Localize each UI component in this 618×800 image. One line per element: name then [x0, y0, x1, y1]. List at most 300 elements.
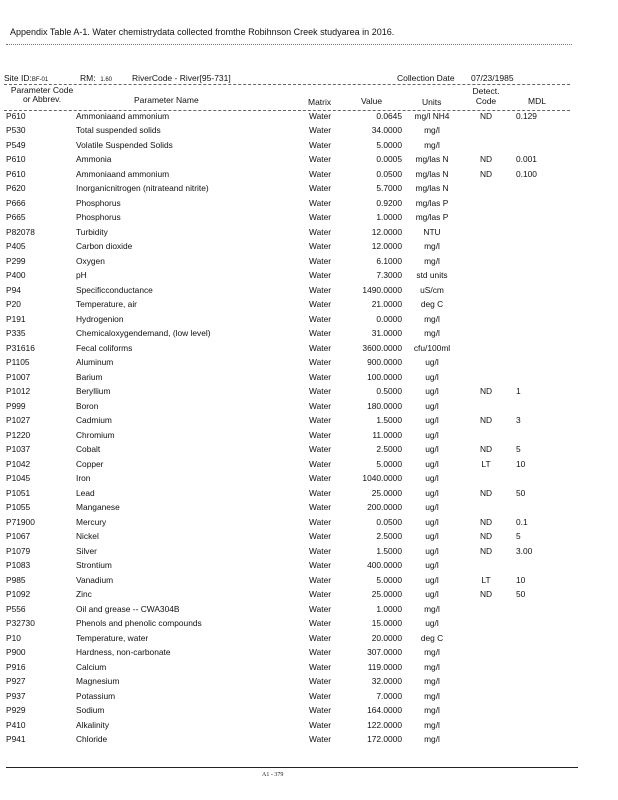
matrix-cell: Water	[309, 183, 332, 193]
detect-code-cell: ND	[479, 444, 493, 454]
value-cell: 5.0000	[376, 574, 402, 585]
value-cell: 12.0000	[371, 241, 402, 251]
matrix-cell: Water	[309, 299, 332, 309]
matrix-cell: Water	[309, 589, 332, 599]
param-name-cell: Hardness, non-carbonate	[76, 647, 171, 657]
value-cell: 100.0000	[367, 371, 402, 382]
table-row	[0, 705, 618, 719]
matrix-cell: Water	[309, 618, 332, 628]
units-cell: ug/l	[425, 487, 439, 498]
param-code-cell: P10	[6, 632, 21, 643]
param-code-cell: P610	[6, 110, 26, 121]
param-name-cell: Magnesium	[76, 676, 120, 686]
units-cell: ug/l	[425, 429, 439, 440]
matrix-cell: Water	[309, 444, 332, 454]
param-name-cell: Beryllium	[76, 386, 111, 396]
table-row	[0, 299, 618, 313]
table-row	[0, 488, 618, 502]
units-cell: ug/l	[425, 400, 439, 411]
matrix-cell: Water	[309, 632, 332, 643]
matrix-cell: Water	[309, 719, 332, 730]
param-name-cell: Chromium	[76, 429, 115, 440]
matrix-cell: Water	[309, 371, 332, 382]
param-code-cell: P530	[6, 125, 26, 135]
value-header: Value	[361, 96, 383, 106]
value-cell: 1.5000	[376, 415, 402, 425]
param-name-header: Parameter Name	[134, 95, 199, 105]
mdl-cell: 0.1	[516, 516, 528, 527]
table-row	[0, 589, 618, 603]
value-cell: 21.0000	[371, 299, 402, 309]
units-cell: mg/l	[424, 690, 440, 701]
param-name-cell: Specificconductance	[76, 284, 153, 295]
value-cell: 1490.0000	[362, 284, 402, 295]
units-cell: mg/l	[424, 241, 440, 251]
param-name-cell: Inorganicnitrogen (nitrateand nitrite)	[76, 183, 209, 193]
matrix-cell: Water	[309, 458, 332, 469]
param-code-cell: P1092	[6, 589, 31, 599]
mdl-cell: 0.001	[516, 154, 537, 164]
param-name-cell: Calcium	[76, 661, 107, 672]
param-code-cell: P335	[6, 328, 26, 338]
param-name-cell: Cadmium	[76, 415, 112, 425]
units-cell: mg/l	[424, 139, 440, 150]
units-cell: ug/l	[425, 589, 439, 599]
param-code-cell: P985	[6, 574, 26, 585]
table-row	[0, 444, 618, 458]
param-name-cell: Copper	[76, 458, 104, 469]
mdl-cell: 0.100	[516, 168, 537, 179]
table-row	[0, 676, 618, 690]
units-cell: uS/cm	[420, 284, 444, 295]
table-row	[0, 720, 618, 734]
detect-header-line2: Code	[475, 96, 497, 106]
matrix-cell: Water	[309, 676, 332, 686]
matrix-cell: Water	[309, 125, 332, 135]
matrix-cell: Water	[309, 690, 332, 701]
rm-value: 1.60	[100, 77, 113, 83]
value-cell: 0.0005	[376, 154, 402, 164]
param-name-cell: Nickel	[76, 531, 99, 541]
param-code-cell: P1051	[6, 487, 31, 498]
matrix-cell: Water	[309, 226, 332, 237]
param-code-cell: P610	[6, 154, 26, 164]
value-cell: 119.0000	[367, 661, 402, 672]
value-cell: 3600.0000	[362, 342, 402, 353]
table-row	[0, 328, 618, 342]
param-code-cell: P929	[6, 705, 26, 715]
value-cell: 34.0000	[371, 125, 402, 135]
param-name-cell: Chloride	[76, 734, 108, 744]
units-cell: mg/l	[424, 676, 440, 686]
mdl-cell: 5	[516, 531, 521, 541]
param-code-cell: P400	[6, 270, 26, 280]
value-cell: 2.5000	[376, 531, 402, 541]
detect-code-cell: LT	[481, 574, 491, 585]
param-code-cell: P1055	[6, 502, 31, 512]
table-row	[0, 227, 618, 241]
param-code-cell: P1007	[6, 371, 31, 382]
table-row	[0, 401, 618, 415]
table-row	[0, 270, 618, 284]
units-cell: mg/las P	[415, 197, 449, 208]
param-name-cell: Volatile Suspended Solids	[76, 139, 173, 150]
table-row	[0, 140, 618, 154]
value-cell: 1040.0000	[362, 473, 402, 483]
param-name-cell: Phosphorus	[76, 212, 121, 222]
matrix-cell: Water	[309, 284, 332, 295]
detect-code-cell: ND	[479, 168, 493, 179]
param-name-cell: Oil and grease -- CWA304B	[76, 603, 180, 614]
table-row	[0, 618, 618, 632]
matrix-cell: Water	[309, 255, 332, 266]
units-cell: deg C	[420, 632, 444, 643]
units-cell: mg/las P	[415, 212, 449, 222]
param-code-cell: P927	[6, 676, 26, 686]
param-name-cell: Sodium	[76, 705, 105, 715]
param-code-cell: P1045	[6, 473, 31, 483]
matrix-cell: Water	[309, 545, 332, 556]
value-cell: 5.7000	[376, 183, 402, 193]
value-cell: 0.0645	[376, 110, 402, 121]
table-row	[0, 633, 618, 647]
value-cell: 164.0000	[367, 705, 402, 715]
param-name-cell: Ammoniaand ammonium	[76, 168, 170, 179]
matrix-header: Matrix	[308, 97, 332, 107]
param-code-cell: P20	[6, 299, 21, 309]
value-cell: 31.0000	[371, 328, 402, 338]
mdl-cell: 5	[516, 444, 521, 454]
param-code-cell: P1079	[6, 545, 31, 556]
param-code-cell: P620	[6, 183, 26, 193]
value-cell: 0.0500	[376, 168, 402, 179]
table-row	[0, 647, 618, 661]
table-row	[0, 502, 618, 516]
units-cell: mg/l	[424, 125, 440, 135]
table-row	[0, 125, 618, 139]
matrix-cell: Water	[309, 212, 332, 222]
detect-code-cell: ND	[479, 487, 493, 498]
units-cell: mg/l	[424, 734, 440, 744]
value-cell: 2.5000	[376, 444, 402, 454]
mdl-cell: 10	[516, 458, 526, 469]
units-cell: ug/l	[425, 473, 439, 483]
matrix-cell: Water	[309, 197, 332, 208]
param-code-cell: P1027	[6, 415, 31, 425]
value-cell: 1.0000	[376, 212, 402, 222]
matrix-cell: Water	[309, 647, 332, 657]
detect-code-cell: ND	[479, 531, 493, 541]
site-id-value: BF-01	[31, 77, 49, 83]
units-cell: deg C	[420, 299, 444, 309]
param-code-cell: P556	[6, 603, 26, 614]
value-cell: 25.0000	[371, 487, 402, 498]
value-cell: 11.0000	[372, 429, 402, 440]
table-row	[0, 241, 618, 255]
units-cell: cfu/100ml	[413, 342, 451, 353]
param-code-cell: P937	[6, 690, 26, 701]
river-code: RiverCode - River[95-731]	[132, 73, 231, 83]
detect-code-cell: ND	[479, 589, 493, 599]
param-code-cell: P666	[6, 197, 26, 208]
mdl-cell: 50	[516, 589, 526, 599]
collection-date-label: Collection Date	[397, 73, 455, 83]
units-cell: mg/l	[424, 647, 440, 657]
matrix-cell: Water	[309, 574, 332, 585]
param-name-cell: Ammoniaand ammonium	[76, 110, 170, 121]
value-cell: 900.0000	[367, 357, 402, 367]
matrix-cell: Water	[309, 415, 332, 425]
param-code-header	[6, 86, 78, 104]
table-row	[0, 734, 618, 748]
param-name-cell: Boron	[76, 400, 99, 411]
param-code-cell: P665	[6, 212, 26, 222]
units-cell: mg/l NH4	[414, 110, 450, 121]
mdl-header: MDL	[528, 96, 546, 106]
param-name-cell: Chemicaloxygendemand, (low level)	[76, 328, 211, 338]
matrix-cell: Water	[309, 473, 332, 483]
table-row	[0, 343, 618, 357]
value-cell: 25.0000	[371, 589, 402, 599]
param-name-cell: Manganese	[76, 502, 120, 512]
matrix-cell: Water	[309, 661, 332, 672]
value-cell: 15.0000	[371, 618, 402, 628]
table-row	[0, 183, 618, 197]
table-row	[0, 314, 618, 328]
table-row	[0, 560, 618, 574]
title-divider	[6, 44, 572, 45]
param-code-cell: P405	[6, 241, 26, 251]
value-cell: 0.9200	[376, 197, 402, 208]
rm-label: RM:	[80, 73, 96, 83]
matrix-cell: Water	[309, 531, 332, 541]
matrix-cell: Water	[309, 560, 332, 570]
param-name-cell: Total suspended solids	[76, 125, 161, 135]
matrix-cell: Water	[309, 139, 332, 150]
units-cell: mg/l	[424, 661, 440, 672]
units-cell: ug/l	[425, 415, 439, 425]
table-row	[0, 212, 618, 226]
param-name-cell: Phosphorus	[76, 197, 121, 208]
units-cell: mg/l	[424, 719, 440, 730]
param-code-cell: P916	[6, 661, 26, 672]
value-cell: 12.0000	[371, 226, 402, 237]
param-name-cell: Hydrogenion	[76, 313, 124, 324]
matrix-cell: Water	[309, 516, 332, 527]
matrix-cell: Water	[309, 241, 332, 251]
units-cell: mg/l	[424, 313, 440, 324]
param-code-cell: P31616	[6, 342, 35, 353]
mdl-cell: 50	[516, 487, 526, 498]
table-row	[0, 154, 618, 168]
matrix-cell: Water	[309, 168, 332, 179]
value-cell: 32.0000	[371, 676, 402, 686]
table-row	[0, 285, 618, 299]
units-cell: ug/l	[425, 444, 439, 454]
param-name-cell: Strontium	[76, 560, 112, 570]
matrix-cell: Water	[309, 502, 332, 512]
units-cell: mg/l	[424, 603, 440, 614]
param-code-cell: P191	[6, 313, 26, 324]
table-row	[0, 575, 618, 589]
param-name-cell: Phenols and phenolic compounds	[76, 618, 202, 628]
param-code-cell: P610	[6, 168, 26, 179]
mdl-cell: 0.129	[516, 110, 537, 121]
param-name-cell: Potassium	[76, 690, 116, 701]
table-row	[0, 430, 618, 444]
table-row	[0, 662, 618, 676]
param-code-cell: P999	[6, 400, 26, 411]
matrix-cell: Water	[309, 328, 332, 338]
param-code-cell: P299	[6, 255, 26, 266]
param-name-cell: Turbidity	[76, 226, 108, 237]
units-cell: ug/l	[425, 574, 439, 585]
table-row	[0, 459, 618, 473]
table-row	[0, 691, 618, 705]
table-row	[0, 111, 618, 125]
param-name-cell: pH	[76, 270, 87, 280]
param-name-cell: Oxygen	[76, 255, 105, 266]
matrix-cell: Water	[309, 386, 332, 396]
param-code-cell: P71900	[6, 516, 35, 527]
param-name-cell: Lead	[76, 487, 95, 498]
units-header: Units	[422, 97, 442, 107]
param-code-cell: P1012	[6, 386, 31, 396]
param-name-cell: Temperature, air	[76, 299, 137, 309]
table-row	[0, 198, 618, 212]
param-code-header-line2: or Abbrev.	[22, 94, 62, 104]
units-cell: mg/l	[424, 255, 440, 266]
value-cell: 172.0000	[367, 734, 402, 744]
param-code-cell: P900	[6, 647, 26, 657]
site-id-label: Site ID:	[4, 73, 32, 83]
matrix-cell: Water	[309, 357, 332, 367]
value-cell: 122.0000	[367, 719, 402, 730]
param-code-cell: P1042	[6, 458, 31, 469]
table-row	[0, 473, 618, 487]
table-row	[0, 169, 618, 183]
param-code-header-line1: Parameter Code	[10, 85, 74, 95]
site-id	[4, 73, 48, 83]
matrix-cell: Water	[309, 110, 332, 121]
param-code-cell: P94	[6, 284, 21, 295]
matrix-cell: Water	[309, 705, 332, 715]
matrix-cell: Water	[309, 487, 332, 498]
units-cell: mg/l	[424, 705, 440, 715]
mdl-cell: 10	[516, 574, 526, 585]
detect-code-header	[470, 86, 502, 106]
matrix-cell: Water	[309, 734, 332, 744]
units-cell: ug/l	[425, 357, 439, 367]
matrix-cell: Water	[309, 270, 332, 280]
units-cell: ug/l	[425, 531, 439, 541]
units-cell: ug/l	[425, 458, 439, 469]
value-cell: 5.0000	[376, 458, 402, 469]
collection-date-value: 07/23/1985	[471, 73, 514, 83]
param-code-cell: P1037	[6, 444, 31, 454]
value-cell: 200.0000	[367, 502, 402, 512]
param-name-cell: Alkalinity	[76, 719, 110, 730]
value-cell: 307.0000	[367, 647, 402, 657]
units-cell: ug/l	[425, 560, 439, 570]
value-cell: 1.5000	[376, 545, 402, 556]
page-number: A1 - 379	[262, 772, 284, 778]
matrix-cell: Water	[309, 154, 332, 164]
param-name-cell: Carbon dioxide	[76, 241, 133, 251]
param-code-cell: P82078	[6, 226, 35, 237]
table-row	[0, 604, 618, 618]
units-cell: ug/l	[425, 386, 439, 396]
param-code-cell: P410	[6, 719, 26, 730]
matrix-cell: Water	[309, 603, 332, 614]
units-cell: ug/l	[425, 371, 439, 382]
matrix-cell: Water	[309, 429, 332, 440]
param-code-cell: P1083	[6, 560, 31, 570]
units-cell: ug/l	[425, 502, 439, 512]
detect-code-cell: ND	[479, 154, 493, 164]
table-row	[0, 372, 618, 386]
value-cell: 7.0000	[376, 690, 402, 701]
value-cell: 7.3000	[376, 270, 402, 280]
detect-code-cell: ND	[479, 415, 493, 425]
value-cell: 0.0500	[376, 516, 402, 527]
detect-header-line1: Detect.	[472, 86, 500, 96]
detect-code-cell: ND	[479, 386, 493, 396]
table-row	[0, 256, 618, 270]
table-row	[0, 357, 618, 371]
matrix-cell: Water	[309, 400, 332, 411]
param-code-cell: P1105	[6, 357, 30, 367]
detect-code-cell: ND	[479, 545, 493, 556]
param-name-cell: Silver	[76, 545, 97, 556]
param-code-cell: P1220	[6, 429, 31, 440]
table-row	[0, 531, 618, 545]
table-row	[0, 415, 618, 429]
units-cell: mg/l	[424, 328, 440, 338]
param-name-cell: Ammonia	[76, 154, 112, 164]
units-cell: std units	[416, 270, 448, 280]
value-cell: 5.0000	[376, 139, 402, 150]
param-name-cell: Barium	[76, 371, 103, 382]
units-cell: mg/las N	[415, 183, 449, 193]
param-name-cell: Aluminum	[76, 357, 114, 367]
value-cell: 0.0000	[376, 313, 402, 324]
value-cell: 400.0000	[367, 560, 402, 570]
detect-code-cell: ND	[479, 110, 493, 121]
param-name-cell: Iron	[76, 473, 91, 483]
units-cell: ug/l	[425, 545, 439, 556]
mdl-cell: 3	[516, 415, 521, 425]
table-row	[0, 386, 618, 400]
units-cell: NTU	[423, 226, 441, 237]
value-cell: 20.0000	[371, 632, 402, 643]
detect-code-cell: LT	[481, 458, 491, 469]
param-name-cell: Temperature, water	[76, 632, 149, 643]
value-cell: 180.0000	[367, 400, 402, 411]
units-cell: mg/las N	[415, 168, 449, 179]
units-cell: mg/las N	[415, 154, 449, 164]
param-name-cell: Mercury	[76, 516, 107, 527]
units-cell: ug/l	[425, 516, 439, 527]
value-cell: 6.1000	[376, 255, 402, 266]
table-title: Appendix Table A-1. Water chemistrydata collected fromthe Robihnson Creek studyarea in 2016.	[10, 27, 395, 37]
detect-code-cell: ND	[479, 516, 493, 527]
value-cell: 1.0000	[376, 603, 402, 614]
river-mile	[80, 73, 112, 83]
header-top-rule	[4, 84, 570, 85]
param-name-cell: Cobalt	[76, 444, 101, 454]
param-code-cell: P1067	[6, 531, 31, 541]
